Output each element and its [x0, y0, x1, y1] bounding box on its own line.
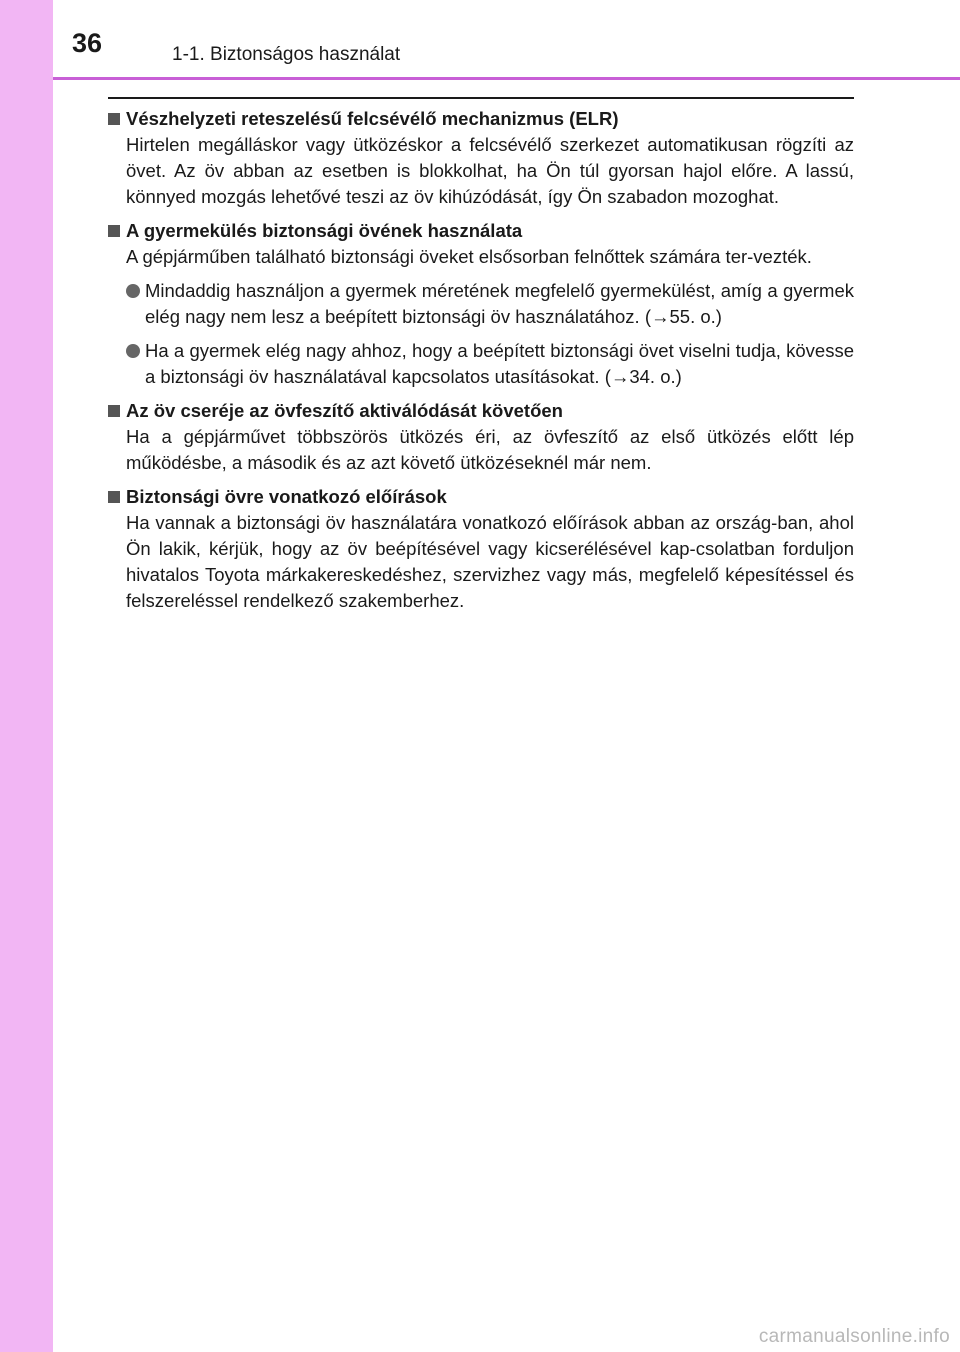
section-heading [108, 398, 854, 424]
square-bullet-icon [108, 405, 120, 417]
square-bullet-icon [108, 491, 120, 503]
bullet-text: Mindaddig használjon a gyermek méretének megfelelő gyermekülést, amíg a gyermek elég nagy nem lesz a beépített biztonsági öv használatához. (→55. o.) [145, 280, 854, 327]
bullet-item [126, 278, 854, 330]
page-content [108, 106, 854, 622]
round-bullet-icon [126, 344, 140, 358]
section-regulations [108, 484, 854, 614]
section-paragraph: Hirtelen megálláskor vagy ütközéskor a felcsévélő szerkezet automatikusan rögzíti az övet. Az öv abban az esetben is blokkolhat, ha Ön túl gyorsan hajol előre. A lassú, könnyed mozgás lehetővé teszi az öv kihúzódását, így Ön szabadon mozoghat. [126, 134, 854, 207]
watermark-text: carmanualsonline.info [758, 1326, 950, 1347]
header-divider [53, 77, 960, 80]
square-bullet-icon [108, 113, 120, 125]
bullet-item [126, 338, 854, 390]
heading-text: A gyermekülés biztonsági övének használata [126, 220, 523, 241]
page-number: 36 [72, 28, 103, 58]
square-bullet-icon [108, 225, 120, 237]
heading-text: Vészhelyzeti reteszelésű felcsévélő mechanizmus (ELR) [126, 108, 619, 129]
section-paragraph: A gépjárműben található biztonsági öveket elsősorban felnőttek számára ter-vezték. [126, 246, 812, 267]
section-paragraph: Ha a gépjárművet többszörös ütközés éri, az övfeszítő az első ütközés előtt lép működésbe, a második és az azt követő ütközéseknél már nem. [126, 426, 854, 473]
side-color-strip [0, 0, 53, 1352]
section-paragraph: Ha vannak a biztonsági öv használatára vonatkozó előírások abban az ország-ban, ahol Ön lakik, kérjük, hogy az öv beépítésével vagy kicserélésével kap-csolatban forduljon hivatalos Toyota márkakereskedéshez, szervizhez vagy más, megfelelő képesítéssel és felszereléssel rendelkező szakemberhez. [126, 512, 854, 611]
section-child-seat-belt [108, 218, 854, 390]
section-heading [108, 218, 854, 244]
section-heading [108, 106, 854, 132]
section-divider [108, 97, 854, 99]
round-bullet-icon [126, 284, 140, 298]
section-heading [108, 484, 854, 510]
section-elr [108, 106, 854, 210]
section-belt-replacement [108, 398, 854, 476]
heading-text: Az öv cseréje az övfeszítő aktiválódását követően [126, 400, 563, 421]
heading-text: Biztonsági övre vonatkozó előírások [126, 486, 447, 507]
chapter-title: 1-1. Biztonságos használat [172, 44, 401, 65]
bullet-text: Ha a gyermek elég nagy ahhoz, hogy a beépített biztonsági övet viselni tudja, kövesse a biztonsági öv használatával kapcsolatos utasításokat. (→34. o.) [145, 340, 854, 387]
